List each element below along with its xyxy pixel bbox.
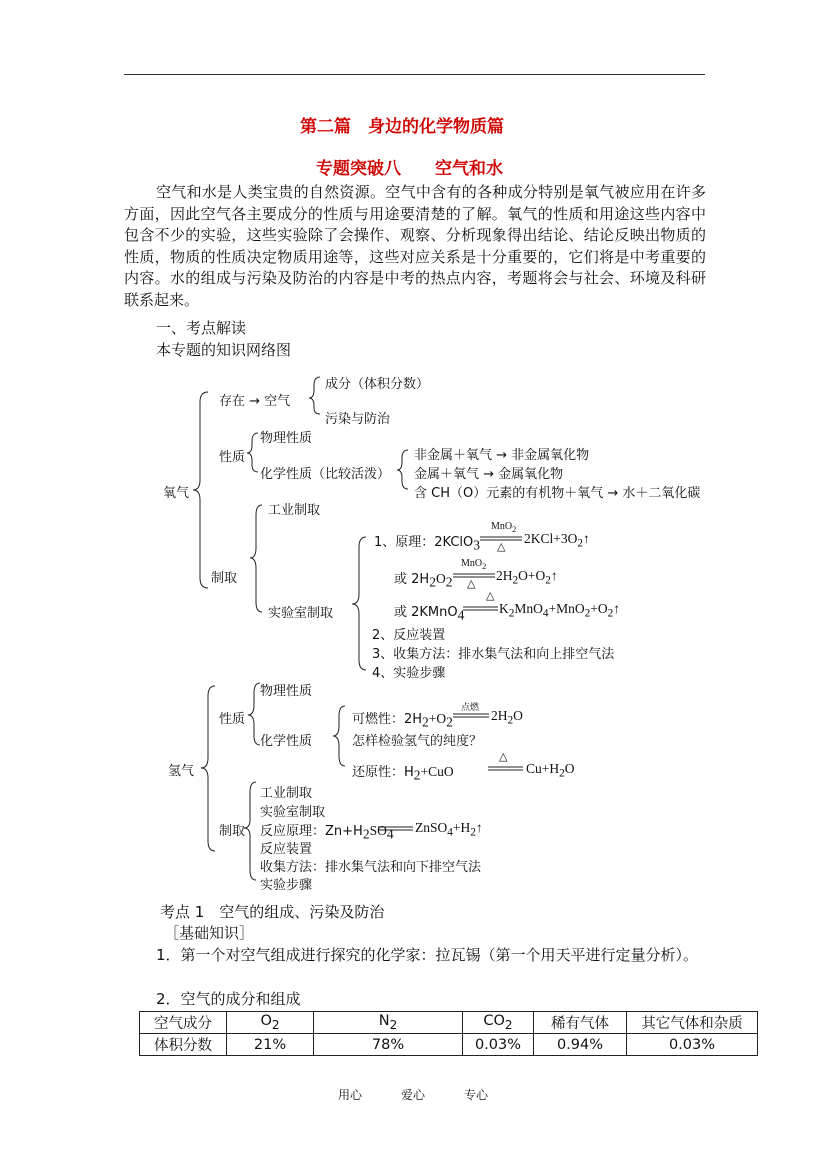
node-o-reaction-1: 非金属＋氧气 → 非金属氧化物 [414,448,590,463]
node-o-lab: 实验室制取 [268,606,334,621]
lab-product-1: $2KCl+3O_2↑$ [524,531,590,550]
heat-label-2: △ [467,577,476,590]
ignite-label: 点燃 [461,703,480,713]
table-cell: 0.03% [627,1034,758,1056]
footer-text: 用心 [338,1088,363,1102]
h-principle: 反应原理：$Zn+H_2SO_4$ [260,823,394,842]
node-h-collect: 收集方法：排水集气法和向下排空气法 [260,860,482,875]
footer-text: 专心 [464,1088,489,1102]
section-heading: 一、考点解读 [156,319,247,337]
brace-hydrogen [201,686,215,851]
lab-principle-3: 或 2KMnO$_4$ [394,605,465,623]
brace-o-prep [250,505,262,612]
node-air-composition: 成分（体积分数） [325,377,430,392]
air-composition-table [139,1011,758,1056]
table-row [140,1034,758,1056]
node-exist-air: 存在 → 空气 [219,394,291,409]
h-reduction-product: $Cu+H_2O$ [526,761,575,780]
table-header: $O_2$ [227,1012,314,1034]
node-o-prep: 制取 [211,571,238,586]
node-h-steps: 实验步骤 [260,878,313,893]
lab-product-2: $2H_2O+O_2↑$ [496,568,558,587]
table-row-label: 体积分数 [140,1034,227,1056]
node-o-reaction-2: 金属＋氧气 → 金属氧化物 [414,467,564,482]
item-1: 1．第一个对空气组成进行探究的化学家：拉瓦锡（第一个用天平进行定量分析）。 [156,946,699,964]
heat-label-3: △ [486,589,495,602]
node-h-device: 反应装置 [260,842,313,857]
table-header: 其它气体和杂质 [627,1012,758,1034]
h-combustion-product: $2H_2O$ [491,708,523,727]
table-header: $N_2$ [314,1012,463,1034]
page-subtitle: 专题突破八 空气和水 [316,159,503,179]
catalyst-label-1: MnO$_2$ [491,521,517,534]
node-hydrogen: 氢气 [168,764,195,779]
table-cell: 0.03% [463,1034,534,1056]
node-o-chemical: 化学性质（比较活泼） [260,467,391,482]
table-cell: 21% [227,1034,314,1056]
catalyst-label-2: MnO$_2$ [461,558,487,571]
brace-h-prep [244,782,256,880]
lab-collection: 3、收集方法：排水集气法和向上排空气法 [372,647,615,662]
brace-o-reactions [397,450,408,489]
brace-o-lab [352,537,366,670]
h-reduction: 还原性：$H_2+CuO$ [352,764,454,783]
brace-air [309,377,320,414]
node-o-reaction-3: 含 CH（O）元素的有机物＋氧气 → 水＋二氧化碳 [414,486,701,501]
h-purity-check: 怎样检验氢气的纯度？ [352,734,483,749]
h-principle-product: $ZnSO_4+H_2↑$ [415,820,483,839]
brace-oxygen [193,392,208,588]
table-cell: 0.94% [534,1034,627,1056]
table-header: $CO_2$ [463,1012,534,1034]
lab-principle-2: 或 $2H_2O_2$ [394,571,453,590]
node-h-chemical: 化学性质 [260,734,313,749]
node-h-industrial: 工业制取 [260,786,313,801]
table-cell: 78% [314,1034,463,1056]
brace-o-property [247,433,258,472]
node-oxygen: 氧气 [163,486,190,501]
node-o-physical: 物理性质 [260,431,313,446]
lab-principle-1: 1、原理：2KClO$_3$ [374,535,481,553]
node-h-property: 性质 [219,712,246,727]
node-h-lab: 实验室制取 [260,805,326,820]
lab-steps: 4、实验步骤 [372,666,446,681]
intro-paragraph: 空气和水是人类宝贵的自然资源。空气中含有的各种成分特别是氧气被应用在许多方面，因此空气各主要成分的性质与用途要清楚的了解。氧气的性质和用途这些内容中包含不少的实验，这些实验除了会操作、观察、分析现象得出结论、结论反映出物质的性质，物质的性质决定物质用途等，这些对应关系是十分重要的，它们将是中考重要的内容。水的组成与污染及防治的内容是中考的热点内容，考题将会与社会、环境及科研联系起来。 [124,183,706,309]
heat-label-1: △ [497,540,506,553]
brace-h-chemical [333,706,345,766]
item-2: 2．空气的成分和组成 [156,990,301,1008]
table-header: 稀有气体 [534,1012,627,1034]
node-h-physical: 物理性质 [260,684,313,699]
node-air-pollution: 污染与防治 [325,412,391,427]
node-h-prep: 制取 [219,824,246,839]
node-o-industrial: 工业制取 [268,503,321,518]
lab-device: 2、反应装置 [372,628,446,643]
node-o-property: 性质 [219,450,246,465]
table-header: 空气成分 [140,1012,227,1034]
brace-h-property [248,683,260,745]
network-caption: 本专题的知识网络图 [156,341,292,359]
basic-knowledge: ［基础知识］ [164,924,255,942]
table-header-row [140,1012,758,1034]
h-combustion: 可燃性：$2H_2+O_2$ [352,711,453,730]
page-title: 第二篇 身边的化学物质篇 [300,117,504,137]
heat-label-4: △ [499,750,508,763]
lab-product-3: $K_2MnO_4+MnO_2+O_2↑$ [499,601,621,620]
kaodian-heading: 考点 1 空气的组成、污染及防治 [160,903,385,921]
footer-text: 爱心 [401,1088,426,1102]
